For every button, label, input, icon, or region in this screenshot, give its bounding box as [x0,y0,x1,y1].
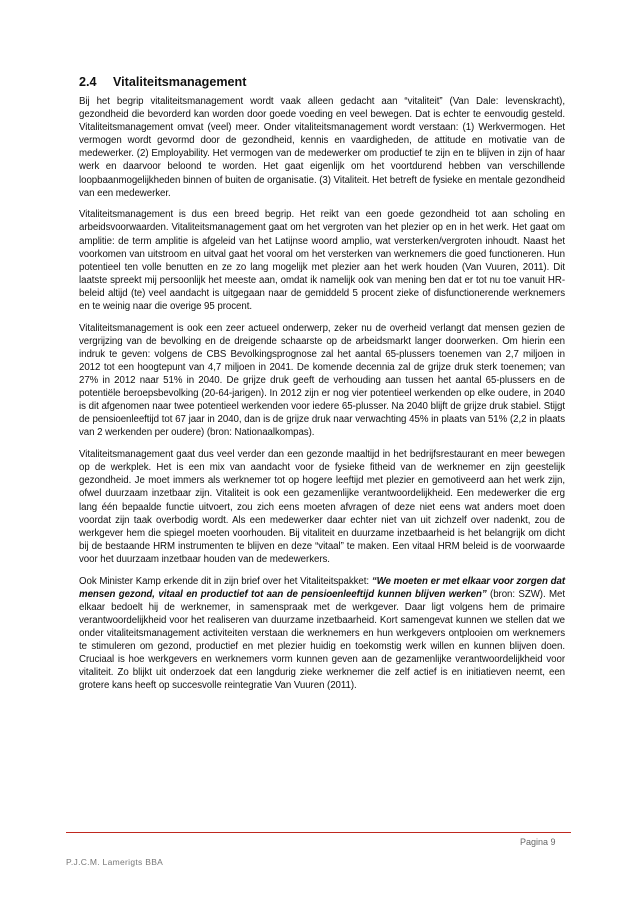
footer-divider [66,832,571,833]
section-heading [79,74,565,91]
paragraph-definition: Bij het begrip vitaliteitsmanagement wordt vaak alleen gedacht aan “vitaliteit” (Van Dale: levenskracht), gezondheid die bevorderd kan worden door goede voeding en veel bewegen. Dat is echter te eenvoudig gesteld. Vitaliteitsmanagement omvat (veel) meer. Onder vitaliteitsmanagement wordt verstaan: (1) Werkvermogen. Het vermogen wordt gevormd door de gezondheid, kennis en vaardigheden, de attitude en motivatie van de medewerker. (2) Employability. Het vermogen van de medewerker om productief te zijn en te blijven in zijn of haar werk en daarvoor beloond te worden. Het gaat eigenlijk om het voortdurend hebben van verschillende loopbaanmogelijkheden binnen of buiten de organisatie. (3) Vitaliteit. Het betreft de fysieke en mentale gezondheid van een medewerker. [79,96,565,199]
section-title: Vitaliteitsmanagement [113,75,247,89]
page-number: Pagina 9 [520,837,556,847]
paragraph-intro: Ook Minister Kamp erkende dit in zijn brief over het Vitaliteitspakket: [79,575,372,587]
section-number: 2.4 [79,75,97,89]
paragraph-demographics: Vitaliteitsmanagement is ook een zeer actueel onderwerp, zeker nu de overheid verlangt dat mensen gezien de vergrijzing van de bevolking en de dreigende schaarste op de arbeidsmarkt langer doorwerken. Om hierin een indruk te geven: volgens de CBS Bevolkingsprognose zal het aantal 65-plussers toenemen van 2,7 miljoen in 2012 tot een hoogtepunt van 4,7 miljoen in 2041. De komende decennia zal de grijze druk sterk toenemen; van 27% in 2012 naar 51% in 2040. De grijze druk geeft de verhouding aan tussen het aantal 65-plussers en de potentiële beroepsbevolking (20-64-jarigen). In 2012 zijn er nog vier potentieel werkenden op elke oudere, in 2040 is dit afgenomen naar twee potentieel werkenden voor iedere 65-plusser. Na 2040 blijft de grijze druk stabiel. Stijgt de pensioenleeftijd tot 67 jaar in 2040, dan is de grijze druk naar verwachting 45% in plaats van 51% (2,2 in plaats van 2 werkenden per oudere) (bron: Nationaalkompas). [79,322,565,439]
paragraph-broad-concept: Vitaliteitsmanagement is dus een breed begrip. Het reikt van een goede gezondheid tot aan scholing en arbeidsvoorwaarden. Vitaliteitsmanagement gaat om het vergroten van het plezier op en in het werk. Het gaat om amplitie: de term amplitie is afgeleid van het Latijnse woord amplio, wat versterken/vergroten inhoudt. Naast het voorkomen van uitstroom en uitval gaat het vooral om het versterken van werknemers die goed functioneren. Hun potentieel ten volle benutten en ze zo lang mogelijk met plezier aan het werk houden (Van Vuuren, 2011). Dit laatste spreekt mij persoonlijk het meeste aan, omdat ik namelijk ook van mening ben dat er tot nu toe vanuit HR- beleid altijd (te) veel aandacht is uitgegaan naar de gemiddeld 5 procent zieke of disfunctionerende werknemers en te weinig naar die overige 95 procent. [79,209,565,312]
quote: “We moeten er met elkaar voor zorgen dat mensen gezond, vitaal en productief tot aan de pensioenleeftijd kunnen blijven werken” [79,575,565,600]
footer-author: P.J.C.M. Lamerigts BBA [66,857,164,867]
paragraph-minister-kamp [79,575,565,693]
paragraph-mix-of-attention: Vitaliteitsmanagement gaat dus veel verder dan een gezonde maaltijd in het bedrijfsrestaurant en meer bewegen op de werkplek. Het is een mix van aandacht voor de fysieke fitheid van de werknemer en zijn geestelijk gezondheid. Je moet immers als werknemer tot op hogere leeftijd met plezier en gemotiveerd aan het werk zijn, ofwel duurzaam inzetbaar zijn. Vitaliteit is ook een gezamenlijke verantwoordelijkheid. Een medewerker die erg lang één bepaalde functie uitvoert, zou zich eens moeten afvragen of deze niet eens wat anders moet doen voordat zijn taak overbodig wordt. Als een medewerker daar echter niet van uit zichzelf over nadenkt, zou de werkgever hem die spiegel moeten voorhouden. Bij vitaliteit en duurzame inzetbaarheid is het belangrijk om dicht bij de bestaande HRM instrumenten te blijven en deze “vitaal” te maken. Een vitaal HRM beleid is de voorwaarde voor het duurzaam inzetbaar houden van de medewerkers. [79,449,565,565]
paragraph-rest: (bron: SZW). Met elkaar bedoelt hij de werknemer, in samenspraak met de werkgever. Daar ligt volgens hem de primaire verantwoordelijkheid voor het realiseren van duurzame inzetbaarheid. Kort samengevat kunnen we stellen dat we onder vitaliteitsmanagement activiteiten verstaan die werknemers en hun werkgevers ontplooien om werknemers te stimuleren om gezond, productief en met plezier huidig en toekomstig werk willen en kunnen blijven doen. Cruciaal is hoe werkgevers en werknemers vorm kunnen geven aan de gezamenlijke verantwoordelijkheid voor vitaliteit. Zo blijkt uit onderzoek dat een langdurig zieke werknemer die zelf actief is en initiatieven neemt, een grotere kans heeft op succesvolle reintegratie Van Vuuren (2011). [79,588,566,692]
page-content [79,74,565,701]
